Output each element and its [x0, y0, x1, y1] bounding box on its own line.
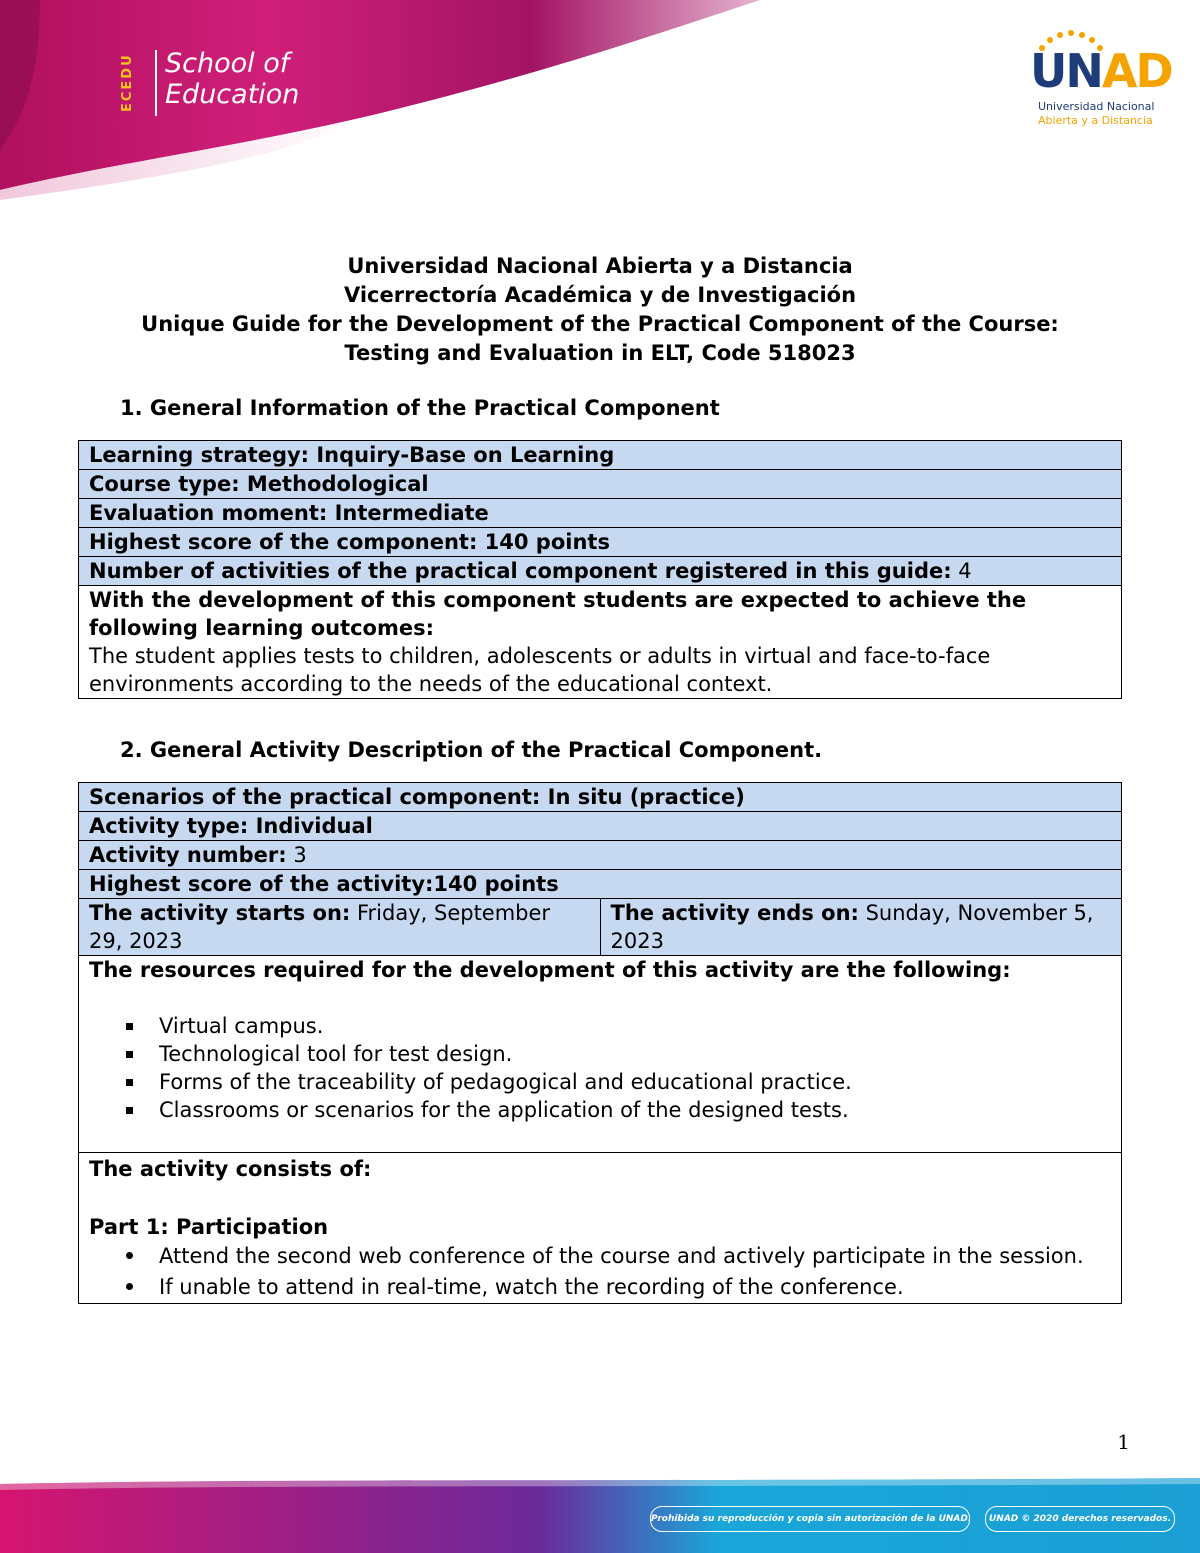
- scenarios-cell: Scenarios of the practical component: In situ (practice): [79, 783, 1122, 812]
- list-item: Attend the second web conference of the course and actively participate in the session.: [159, 1241, 1111, 1272]
- activity-description-table: [78, 782, 1122, 1304]
- learning-outcomes-cell: [79, 586, 1122, 699]
- activity-number-label: Activity number:: [89, 843, 287, 867]
- highest-score-activity-cell: Highest score of the activity:140 points: [79, 870, 1122, 899]
- title-line2: Vicerrectoría Académica y de Investigación: [343, 283, 857, 307]
- highest-score-component-cell: Highest score of the component: 140 points: [79, 528, 1122, 557]
- part1-list: [89, 1241, 1111, 1303]
- activity-number-value: 3: [286, 843, 307, 867]
- unad-logo: [1030, 30, 1170, 130]
- logo-divider: [155, 50, 157, 116]
- section1-heading: 1. General Information of the Practical Component: [120, 396, 720, 420]
- school-line2: Education: [165, 79, 300, 110]
- resources-list: [89, 1012, 1111, 1124]
- list-item: If unable to attend in real-time, watch the recording of the conference.: [159, 1272, 1111, 1303]
- resources-label: The resources required for the development of this activity are the following:: [89, 958, 1011, 982]
- end-label: The activity ends on:: [610, 901, 859, 925]
- start-date: Friday, September 29, 2023: [89, 901, 551, 953]
- title-line3: Unique Guide for the Development of the Practical Component of the Course:: [141, 312, 1059, 336]
- number-activities-value: 4: [951, 559, 972, 583]
- title-line1: Universidad Nacional Abierta y a Distancia: [347, 254, 853, 278]
- copyright-notice: UNAD © 2020 derechos reservados.: [985, 1506, 1175, 1532]
- list-item: Forms of the traceability of pedagogical and educational practice.: [159, 1068, 1111, 1096]
- ecedu-mark: ECEDU: [120, 53, 135, 113]
- document-title: [40, 252, 1160, 368]
- learning-outcomes-label: With the development of this component students are expected to achieve the following learning outcomes:: [89, 588, 1027, 640]
- number-activities-cell: [79, 557, 1122, 586]
- course-type-cell: Course type: Methodological: [79, 470, 1122, 499]
- resources-cell: [79, 956, 1122, 1153]
- title-line4: Testing and Evaluation in ELT, Code 518023: [344, 341, 856, 365]
- part1-label: Part 1: Participation: [89, 1215, 329, 1239]
- unad-wordmark: UNAD: [1030, 44, 1172, 98]
- unad-subtitle-2: Abierta y a Distancia: [1038, 114, 1153, 127]
- activity-number-cell: [79, 841, 1122, 870]
- activity-start-cell: [79, 899, 601, 956]
- general-info-table: [78, 440, 1122, 699]
- activity-type-cell: Activity type: Individual: [79, 812, 1122, 841]
- reproduction-notice: Prohibida su reproducción y copia sin autorización de la UNAD.: [650, 1506, 970, 1532]
- activity-end-cell: [600, 899, 1122, 956]
- school-line1: School of: [165, 48, 290, 79]
- section2-heading: 2. General Activity Description of the Practical Component.: [120, 738, 823, 762]
- list-item: Virtual campus.: [159, 1012, 1111, 1040]
- learning-outcomes-text: The student applies tests to children, adolescents or adults in virtual and face-to-face environments according to the needs of the educational context.: [89, 644, 991, 696]
- list-item: Technological tool for test design.: [159, 1040, 1111, 1068]
- list-item: Classrooms or scenarios for the application of the designed tests.: [159, 1096, 1111, 1124]
- unad-subtitle-1: Universidad Nacional: [1038, 100, 1155, 113]
- activity-consists-cell: [79, 1153, 1122, 1304]
- school-of-education-logo: [165, 48, 299, 110]
- consists-label: The activity consists of:: [89, 1157, 372, 1181]
- number-activities-label: Number of activities of the practical component registered in this guide:: [89, 559, 952, 583]
- page-number: 1: [1117, 1430, 1130, 1454]
- learning-strategy-cell: Learning strategy: Inquiry-Base on Learning: [79, 441, 1122, 470]
- end-date: Sunday, November 5, 2023: [610, 901, 1094, 953]
- evaluation-moment-cell: Evaluation moment: Intermediate: [79, 499, 1122, 528]
- start-label: The activity starts on:: [89, 901, 351, 925]
